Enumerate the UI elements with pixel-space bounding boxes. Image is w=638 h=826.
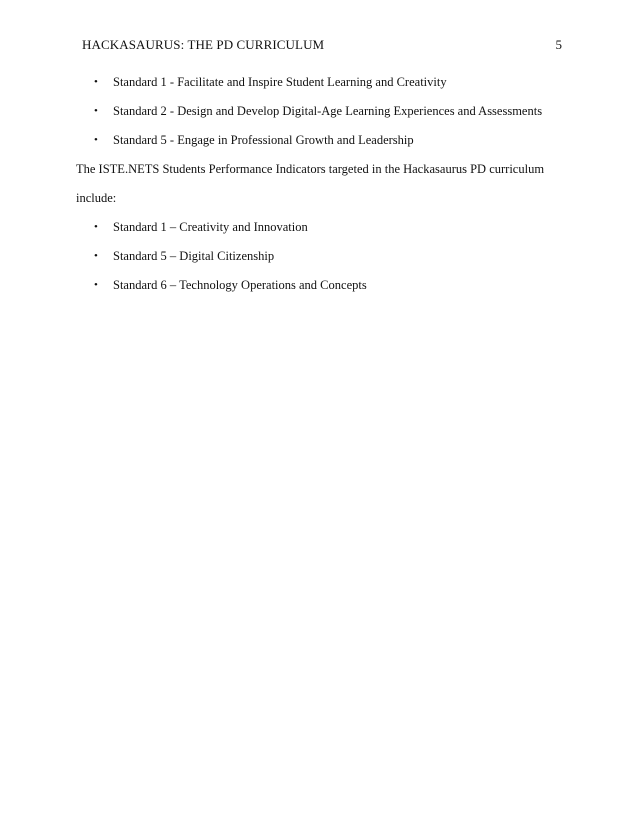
list-item: [76, 213, 566, 242]
list-item: [76, 97, 566, 126]
page-number: 5: [555, 37, 562, 52]
list-item: [76, 242, 566, 271]
list-item: [76, 126, 566, 155]
list-item-text: Standard 1 - Facilitate and Inspire Student Learning and Creativity: [113, 75, 447, 89]
list-item-text: Standard 2 - Design and Develop Digital-Age Learning Experiences and Assessments: [113, 104, 543, 118]
bullet-icon: •: [94, 105, 98, 117]
list-item: [76, 68, 566, 97]
teacher-standards-list: [76, 68, 566, 155]
list-item-text: Standard 5 - Engage in Professional Growth and Leadership: [113, 133, 414, 147]
bullet-icon: •: [94, 134, 98, 146]
paragraph-line-1: The ISTE.NETS Students Performance Indicators targeted in the Hackasaurus PD curriculum: [76, 162, 545, 176]
bullet-icon: •: [94, 279, 98, 291]
list-item-text: Standard 6 – Technology Operations and Concepts: [113, 278, 367, 292]
list-item-text: Standard 5 – Digital Citizenship: [113, 249, 275, 263]
list-item-text: Standard 1 – Creativity and Innovation: [113, 220, 308, 234]
bullet-icon: •: [94, 221, 98, 233]
student-standards-list: [76, 213, 566, 300]
body-text: [76, 68, 566, 300]
running-head: HACKASAURUS: THE PD CURRICULUM: [82, 37, 325, 52]
bullet-icon: •: [94, 76, 98, 88]
paragraph: [76, 155, 566, 213]
list-item: [76, 271, 566, 300]
paragraph-line-2: include:: [76, 191, 117, 205]
bullet-icon: •: [94, 250, 98, 262]
